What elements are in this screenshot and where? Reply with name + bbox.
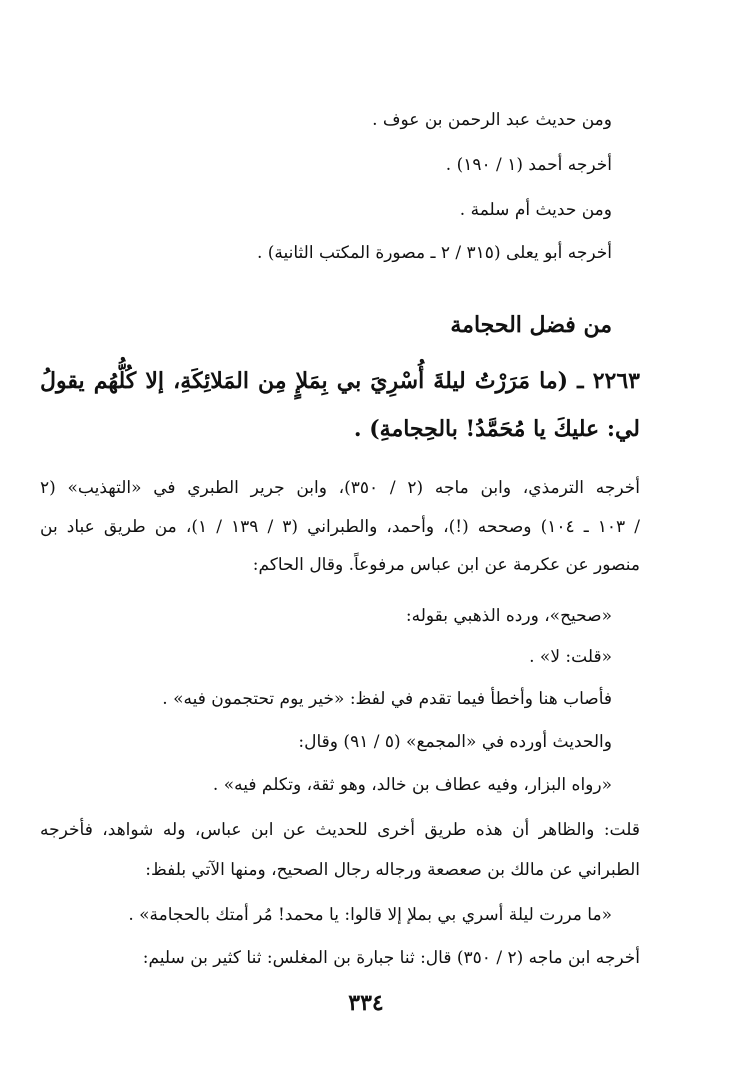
body-line-5: والحديث أورده في «المجمع» (٥ / ٩١) وقال:	[298, 732, 612, 752]
body-line-8: أخرجه ابن ماجه (٢ / ٣٥٠) قال: ثنا جبارة بن المغلس: ثنا كثير بن سليم:	[142, 948, 640, 968]
body-line-2: / ١٠٣ ـ ١٠٤) وصححه (!)، وأحمد، والطبراني (٣ / ١٣٩ / ١)، من طريق عباد بن	[40, 517, 640, 537]
quote-line-3: «رواه البزار، وفيه عطاف بن خالد، وهو ثقة، وتكلم فيه» .	[212, 775, 612, 795]
ref-line-4: أخرجه أبو يعلى (٣١٥ / ٢ ـ مصورة المكتب الثانية) .	[256, 243, 612, 263]
body-line-1: أخرجه الترمذي، وابن ماجه (٢ / ٣٥٠)، وابن جرير الطبري في «التهذيب» (٢	[40, 478, 640, 498]
body-line-7: الطبراني عن مالك بن صعصعة ورجاله رجال الصحيح، ومنها الآتي بلفظ:	[145, 860, 640, 880]
ref-line-3: ومن حديث أم سلمة .	[459, 200, 612, 220]
quote-line-4: «ما مررت ليلة أسري بي بملإ إلا قالوا: يا محمد! مُر أمتك بالحجامة» .	[128, 905, 612, 925]
quote-line-1: «صحيح»، ورده الذهبي بقوله:	[405, 606, 612, 626]
section-title: من فضل الحجامة	[450, 312, 612, 338]
quote-line-2: «قلت: لا» .	[529, 647, 612, 667]
ref-line-1: ومن حديث عبد الرحمن بن عوف .	[372, 110, 612, 130]
hadith-line-1: ٢٢٦٣ ـ (ما مَرَرْتُ ليلةَ أُسْرِيَ بي بِمَلإٍ مِن المَلائِكَةِ، إلا كُلُّهُم يقولُ	[40, 368, 640, 394]
hadith-line-2: لي: عليكَ يا مُحَمَّدُ! بالحِجامةِ) .	[353, 416, 640, 442]
body-line-3: منصور عن عكرمة عن ابن عباس مرفوعاً. وقال الحاكم:	[252, 555, 640, 575]
ref-line-2: أخرجه أحمد (١ / ١٩٠) .	[445, 155, 612, 175]
body-line-4: فأصاب هنا وأخطأ فيما تقدم في لفظ: «خير يوم تحتجمون فيه» .	[162, 689, 612, 709]
page-number: ٣٣٤	[348, 990, 384, 1016]
body-line-6: قلت: والظاهر أن هذه طريق أخرى للحديث عن ابن عباس، وله شواهد، فأخرجه	[40, 820, 640, 840]
